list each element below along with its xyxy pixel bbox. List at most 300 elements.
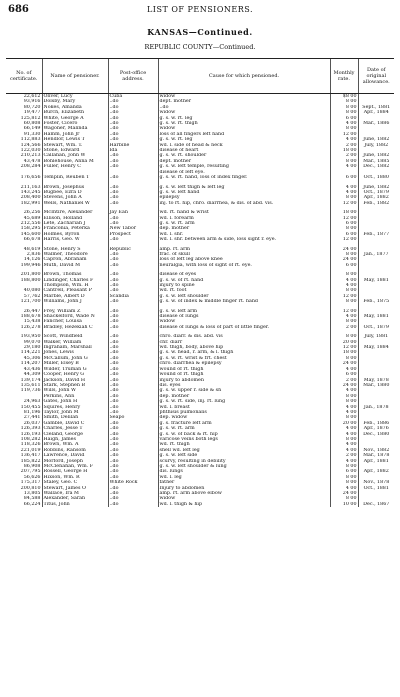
name-cell: Wills, John W (42, 388, 108, 393)
certificate-cell: 200,810 (20, 485, 41, 491)
postoffice-cell: ..do (108, 121, 158, 126)
cause-cell: phthisis pulmonalis (158, 410, 330, 415)
date-cell: Nov., 1878 (358, 480, 394, 485)
postoffice-cell: ..do (108, 263, 158, 268)
certificate-cell: 43,478 (23, 158, 41, 164)
certificate-cell: 207,795 (20, 469, 41, 475)
postoffice-cell: ..do (108, 448, 158, 453)
cause-cell: wd. l. thigh & hip (158, 502, 330, 507)
rate-cell: 8 00 (330, 126, 358, 131)
postoffice-cell: Seapo (108, 415, 158, 420)
postoffice-cell: ..do (108, 426, 158, 431)
date-cell: Nov., 1882 (358, 448, 394, 453)
postoffice-cell: Harbine (108, 143, 158, 148)
cause-cell: chro. diarr. & dis. abd. vis (158, 334, 330, 339)
certificate-cell: 221,019 (20, 447, 41, 453)
rate-cell: 4 00 (330, 459, 358, 464)
name-cell: Jones, Lewis (42, 350, 108, 355)
name-cell: Franconia, Peterka (42, 226, 108, 231)
postoffice-cell: ..do (108, 469, 158, 474)
postoffice-cell: ..do (108, 159, 158, 164)
cause-cell: injury to abdomen (158, 378, 330, 383)
postoffice-cell: ..do (108, 105, 158, 110)
rate-cell: 10 00 (330, 502, 358, 507)
rate-cell: 6 00 (330, 469, 358, 474)
rate-cell: 2 00 (330, 325, 358, 330)
name-cell: Hamm, John Jr (42, 132, 108, 137)
rate-cell: 6 00 (330, 221, 358, 226)
name-cell: Fancher, Louisa (42, 319, 108, 324)
postoffice-cell: ..do (108, 334, 158, 339)
rate-cell: 8 00 (330, 394, 358, 399)
date-cell: Apr., 1884 (358, 110, 394, 115)
page-number: 686 (8, 4, 29, 15)
cause-cell: wd. rt. hand & wrist (158, 210, 330, 215)
certificate-cell: 56,626 (23, 474, 41, 480)
certificate-cell: 45,689 (23, 215, 41, 221)
cause-cell: g. s. w. rt. thigh (158, 121, 330, 126)
name-cell: Squires, Henry (42, 405, 108, 410)
certificate-cell: 27,441 (23, 415, 41, 421)
rate-cell: 4 00 (330, 367, 358, 372)
postoffice-cell: ..do (108, 216, 158, 221)
cause-cell: wd. rt. foot (158, 288, 330, 293)
postoffice-cell: ..do (108, 464, 158, 469)
postoffice-cell: ..do (108, 175, 158, 180)
date-cell: Oct., 1879 (358, 190, 394, 195)
postoffice-cell: ..do (108, 99, 158, 104)
certificate-cell: 139,174 (20, 377, 41, 383)
certificate-cell: 15,438 (23, 319, 41, 325)
postoffice-cell: ..do (108, 278, 158, 283)
county-title: REPUBLIC COUNTY—Continued. (144, 43, 256, 51)
certificate-cell: 26,256 (23, 210, 41, 216)
cause-cell: g. s. w. left hand (158, 190, 330, 195)
name-cell: Thompson, Wm. H (42, 283, 108, 288)
postoffice-cell: ..do (108, 272, 158, 277)
name-cell: Rossell, George H (42, 469, 108, 474)
name-cell: Alexander, Sarah (42, 496, 108, 501)
name-cell: White, George A (42, 116, 108, 121)
postoffice-cell: ..do (108, 116, 158, 121)
rate-cell: 6 00 (330, 372, 358, 377)
cause-cell: widow (158, 319, 330, 324)
rate-cell: 8 00 (330, 334, 358, 339)
postoffice-cell: ..do (108, 432, 158, 437)
cause-cell: g. s. w. rt. shoulder (158, 153, 330, 158)
name-cell: Taylor, John M (42, 410, 108, 415)
certificate-cell: 108,282 (20, 436, 41, 442)
postoffice-cell: White Rock (108, 480, 158, 485)
postoffice-cell: ..do (108, 383, 158, 388)
name-cell: Wells, Nathaniel W (42, 201, 108, 206)
rate-cell: 8 00 (330, 99, 358, 104)
postoffice-cell: ..do (108, 314, 158, 319)
rate-cell: 8 00 (330, 272, 358, 277)
postoffice-cell: Cuba (108, 94, 158, 100)
postoffice-cell: Ida (108, 148, 158, 153)
certificate-cell: 84,588 (23, 496, 41, 502)
rate-cell: 18 00 (330, 350, 358, 355)
cause-cell: g. s. w. left shoulder & lung (158, 464, 330, 469)
date-cell: Apr., 1876 (358, 426, 394, 431)
rate-cell: $8 00 (330, 94, 358, 100)
certificate-cell: 185,822 (20, 458, 41, 464)
rate-cell: 4 00 (330, 314, 358, 319)
table-row (6, 502, 394, 507)
certificate-cell: 208,400 (20, 195, 41, 201)
cause-cell: wd. l. forearm (158, 216, 330, 221)
cause-cell: Injury to abdomen (158, 486, 330, 491)
postoffice-cell: Scandia (108, 294, 158, 299)
postoffice-cell: ..do (108, 185, 158, 190)
rate-cell: 24 00 (330, 361, 358, 366)
postoffice-cell: ..do (108, 394, 158, 399)
name-cell: Gates, John H (42, 399, 108, 404)
cause-cell: disease of lungs (158, 314, 330, 319)
name-cell: Smith, Delilah (42, 415, 108, 420)
certificate-cell: 210,213 (20, 153, 41, 159)
certificate-cell: 2,836 (26, 251, 41, 257)
date-cell: May, 1884 (358, 345, 394, 350)
certificate-cell: 176,656 (20, 175, 41, 181)
certificate-cell: 150,455 (20, 404, 41, 410)
name-cell: Wagoner, Malinda (42, 126, 108, 131)
name-cell: Cantrell, Pleasant P (42, 288, 108, 293)
cause-cell: amp. rt. arm (158, 247, 330, 252)
name-cell: Burch, Elizabeth (42, 110, 108, 115)
certificate-cell: 22,612 (23, 94, 41, 99)
cause-cell: scurvy, resulting in debility (158, 459, 330, 464)
cause-cell: disease of left eye. (158, 170, 330, 175)
rate-cell: 8 00 (330, 252, 358, 257)
date-cell: June, 1882 (358, 185, 394, 190)
name-cell: Shackelford, Wade N (42, 314, 108, 319)
postoffice-cell: ..do (108, 502, 158, 507)
cause-cell: g. s. w. of rt. hand (158, 278, 330, 283)
cause-cell: shell wd. left leg (158, 448, 330, 453)
date-cell: Mar., 1886 (358, 121, 394, 126)
rate-cell: 8 00 (330, 480, 358, 485)
name-cell: Lete, Zachariah J (42, 221, 108, 226)
rate-cell: 8 00 (330, 105, 358, 110)
postoffice-cell: ..do (108, 252, 158, 257)
name-cell: Bugbee, Ezra D (42, 190, 108, 195)
rate-cell: 8 00 (330, 415, 358, 420)
cause-cell: wound of rt. thigh (158, 372, 330, 377)
rate-cell: 12 00 (330, 345, 358, 350)
certificate-cell: 43,436 (23, 366, 41, 372)
certificate-cell: 145,600 (20, 231, 41, 237)
certificate-cell: 135,611 (20, 382, 41, 388)
certificate-cell: 26,037 (23, 420, 41, 426)
certificate-cell: 40,080 (23, 288, 41, 294)
postoffice-cell: ..do (108, 110, 158, 115)
postoffice-cell: ..do (108, 350, 158, 355)
certificate-cell: 188,678 (20, 314, 41, 320)
postoffice-cell: ..do (108, 319, 158, 324)
state-title: KANSAS—Continued. (147, 27, 253, 37)
postoffice-cell: ..do (108, 356, 158, 361)
col-header-postoffice: Post-office address. (108, 59, 158, 94)
certificate-cell: 136,417 (20, 453, 41, 459)
postoffice-cell: ..do (108, 299, 158, 304)
date-cell: Feb., 1877 (358, 232, 394, 237)
name-cell: Foster, Cicero (42, 121, 108, 126)
cause-cell: g. s. w. rt. leg (158, 116, 330, 121)
rate-cell: 12 00 (330, 216, 358, 221)
cause-cell: g. s. w. rt. hand, loss of index finger. (158, 175, 330, 180)
name-cell: Wallace, Ira M (42, 491, 108, 496)
cause-cell: disease of lungs & loss of part of little finger. (158, 325, 330, 330)
certificate-cell: 112,883 (20, 137, 41, 143)
postoffice-cell: ..do (108, 126, 158, 131)
rate-cell: 4 00 (330, 432, 358, 437)
name-cell: Muth, David M (42, 263, 108, 268)
postoffice-cell: ..do (108, 442, 158, 447)
name-cell: Walker, William (42, 340, 108, 345)
cause-cell: g. s. w. rt. wrist & frt. chest (158, 356, 330, 361)
postoffice-cell: ..do (108, 388, 158, 393)
date-cell: Dec., 1882 (358, 164, 394, 169)
postoffice-cell: ..do (108, 372, 158, 377)
rate-cell: 8 00 (330, 299, 358, 304)
certificate-cell: 158,295 (20, 226, 41, 232)
rate-cell: 12 00 (330, 237, 358, 242)
pensioner-table (6, 58, 394, 507)
table-header-row (6, 59, 394, 94)
postoffice-cell: Jay Ean (108, 210, 158, 215)
name-cell: Fuller, Henry C (42, 164, 108, 169)
rate-cell: 20 00 (330, 421, 358, 426)
rate-cell: 4 00 (330, 164, 358, 169)
date-cell: Feb., 1886 (358, 421, 394, 426)
cause-cell: inj. to rt. hip, chro. diarrhea, & dis. of abd. vis. (158, 201, 330, 206)
certificate-cell: 118,326 (20, 442, 41, 448)
cause-cell: chro. diarrhea & epilepsy (158, 361, 330, 366)
certificate-cell: 126,278 (20, 324, 41, 330)
name-cell: Haigh, James (42, 437, 108, 442)
date-cell: Apr., 1882 (358, 195, 394, 200)
name-cell: Perkins, Ann (42, 394, 108, 399)
rate-cell: 8 00 (330, 437, 358, 442)
name-cell: Stevens, John A (42, 195, 108, 200)
certificate-cell: 212,556 (20, 220, 41, 226)
cause-cell: loss of all fingers left hand (158, 132, 330, 137)
date-cell: Sept., 1881 (358, 105, 394, 110)
certificate-cell: 114,207 (20, 361, 41, 367)
postoffice-cell: Prospect (108, 232, 158, 237)
name-cell: Marble, Albert D (42, 294, 108, 299)
date-cell: Feb., 1875 (358, 299, 394, 304)
cause-cell: dep. mother (158, 394, 330, 399)
postoffice-cell: ..do (108, 257, 158, 262)
postoffice-cell: ..do (108, 437, 158, 442)
cause-cell: g. s. w. left shoulder (158, 294, 330, 299)
postoffice-cell: ..do (108, 399, 158, 404)
date-cell: Jan., 1878 (358, 405, 394, 410)
name-cell: Bradley, Hezekiah C (42, 325, 108, 330)
postoffice-cell: Republic (108, 247, 158, 252)
cause-cell: loss of left leg above knee (158, 257, 330, 262)
cause-cell: neuralgia, with loss of sight of rt. eye. (158, 263, 330, 268)
date-cell: Mar., 1885 (358, 159, 394, 164)
name-cell: Gamble, David C (42, 421, 108, 426)
certificate-cell: 93,916 (23, 99, 41, 105)
date-cell: July, 1882 (358, 143, 394, 148)
name-cell: Stewart, Wm. T. (42, 143, 108, 148)
name-cell: Templin, Reuben T (42, 175, 108, 180)
postoffice-cell: ..do (108, 475, 158, 480)
col-header-certificate: No. of certificate. (6, 59, 42, 94)
cause-cell: epilepsy (158, 195, 330, 200)
certificate-cell: 208,284 (20, 164, 41, 170)
name-cell: Brown, Wm. A (42, 442, 108, 447)
rate-cell: 24 00 (330, 247, 358, 252)
certificate-cell: 66,678 (23, 237, 41, 243)
rate-cell: 24 00 (330, 257, 358, 262)
certificate-cell: 60,808 (23, 121, 41, 127)
name-cell: Stone, Henry S (42, 247, 108, 252)
rate-cell: 8 00 (330, 226, 358, 231)
cause-cell: amp. rt. arm above elbow (158, 491, 330, 496)
certificate-cell: 122,030 (20, 148, 41, 154)
cause-cell: dis. eyes (158, 383, 330, 388)
rate-cell: 8 00 (330, 464, 358, 469)
certificate-cell: 121,700 (20, 299, 41, 305)
certificate-cell: 80,720 (23, 104, 41, 110)
rate-cell: 8 00 (330, 159, 358, 164)
rate-cell: 18 00 (330, 210, 358, 215)
rate-cell: 24 00 (330, 383, 358, 388)
name-cell: Scott, Windfield (42, 334, 108, 339)
postoffice-cell: ..do (108, 164, 158, 169)
cause-cell: widow (158, 110, 330, 115)
cause-cell: dept. mother (158, 99, 330, 104)
postoffice-cell: ..do (108, 195, 158, 200)
postoffice-cell: ..do (108, 486, 158, 491)
cause-cell: wd. thigh, body, above hip (158, 345, 330, 350)
cause-cell: wd. l. leg (158, 475, 330, 480)
rate-cell: 6 00 (330, 263, 358, 268)
rate-cell: 8 00 (330, 319, 358, 324)
certificate-cell: 143,245 (20, 189, 41, 195)
cause-cell: ..do (158, 105, 330, 110)
name-cell: Jackson, David H (42, 378, 108, 383)
certificate-cell: 114,221 (20, 350, 41, 356)
cause-cell: g. s. w. of index & middle finger rt. hand (158, 299, 330, 304)
rate-cell: 6 00 (330, 175, 358, 180)
cause-cell: g. s. w. left arm (158, 309, 330, 314)
cause-cell: wd. rt. thigh (158, 442, 330, 447)
postoffice-cell: ..do (108, 361, 158, 366)
rate-cell: 2 00 (330, 453, 358, 458)
rate-cell: 2 00 (330, 153, 358, 158)
cause-cell: g. s. w. head, r. arm, & l. thigh (158, 350, 330, 355)
cause-cell: disease of eyes (158, 272, 330, 277)
name-cell: Callahan, John W (42, 153, 108, 158)
date-cell: July, 1881 (358, 334, 394, 339)
rate-cell: 24 00 (330, 491, 358, 496)
rate-cell: 12 00 (330, 201, 358, 206)
col-header-date: Date of original allowance. (358, 59, 394, 94)
cause-cell: widow (158, 126, 330, 131)
postoffice-cell: ..do (108, 221, 158, 226)
certificate-cell: 182,991 (20, 200, 41, 206)
rate-cell: 8 00 (330, 356, 358, 361)
cause-cell: dept. mother (158, 159, 330, 164)
name-cell: Brown, Thomas (42, 272, 108, 277)
certificate-cell: 124,566 (20, 142, 41, 148)
cause-cell: widow (158, 496, 330, 501)
rate-cell: 2 00 (330, 143, 358, 148)
certificate-cell: 48,619 (23, 246, 41, 252)
certificate-cell: 57,762 (23, 293, 41, 299)
postoffice-cell: ..do (108, 378, 158, 383)
rate-cell: 6 00 (330, 232, 358, 237)
name-cell: McClenahan, Wm. F (42, 464, 108, 469)
postoffice-cell: ..do (108, 325, 158, 330)
cause-cell: g. s. w. left side (158, 453, 330, 458)
cause-cell: g. s. w. rt. side, inj. rt. lung (158, 399, 330, 404)
date-cell: Apr., 1881 (358, 459, 394, 464)
rate-cell: 4 00 (330, 121, 358, 126)
certificate-cell: 14,126 (23, 257, 41, 263)
cause-cell: dis. lungs (158, 469, 330, 474)
rate-cell: 4 00 (330, 283, 358, 288)
date-cell: Jan., 1877 (358, 252, 394, 257)
certificate-cell: 193,950 (20, 334, 41, 340)
rate-cell: 12 00 (330, 309, 358, 314)
certificate-cell: 29,180 (23, 345, 41, 351)
page-header (0, 4, 400, 18)
name-cell: Lawrence, David (42, 453, 108, 458)
date-cell: Dec., 1880 (358, 432, 394, 437)
postoffice-cell: ..do (108, 237, 158, 242)
postoffice-cell: ..do (108, 201, 158, 206)
name-cell: Hendlor, Lewis T (42, 137, 108, 142)
name-cell: Stone, Edward (42, 148, 108, 153)
name-cell: Walmer, Theodore (42, 252, 108, 257)
name-cell: Capron, Abraham (42, 257, 108, 262)
rate-cell: 8 00 (330, 110, 358, 115)
name-cell: Cooper, Henry G (42, 372, 108, 377)
date-cell: Oct., 1881 (358, 486, 394, 491)
date-cell: May, 1881 (358, 278, 394, 283)
name-cell: Titus, John (42, 502, 108, 507)
postoffice-cell: ..do (108, 132, 158, 137)
certificate-cell: 26,447 (23, 308, 41, 314)
name-cell: Lindinger, Charles F (42, 278, 108, 283)
name-cell: Miller, Elsey B (42, 361, 108, 366)
rate-cell: 2 00 (330, 378, 358, 383)
cause-cell: varicose veins both legs (158, 437, 330, 442)
certificate-cell: 66,149 (23, 126, 41, 132)
cause-cell: g. s. w. rt. arm (158, 426, 330, 431)
table-body (6, 94, 394, 508)
postoffice-cell: ..do (108, 367, 158, 372)
postoffice-cell: ..do (108, 459, 158, 464)
certificate-cell: 126,193 (20, 431, 41, 437)
cause-cell: wd. l. shr. (158, 232, 330, 237)
postoffice-cell: ..do (108, 405, 158, 410)
name-cell: Staley, Geo. C (42, 480, 108, 485)
name-cell: Frey, William Z (42, 309, 108, 314)
name-cell: Stark, Stephen B (42, 383, 108, 388)
date-cell: Oct., 1880 (358, 175, 394, 180)
col-header-rate: Monthly rate. (330, 59, 358, 94)
name-cell: Stewart, James O (42, 486, 108, 491)
